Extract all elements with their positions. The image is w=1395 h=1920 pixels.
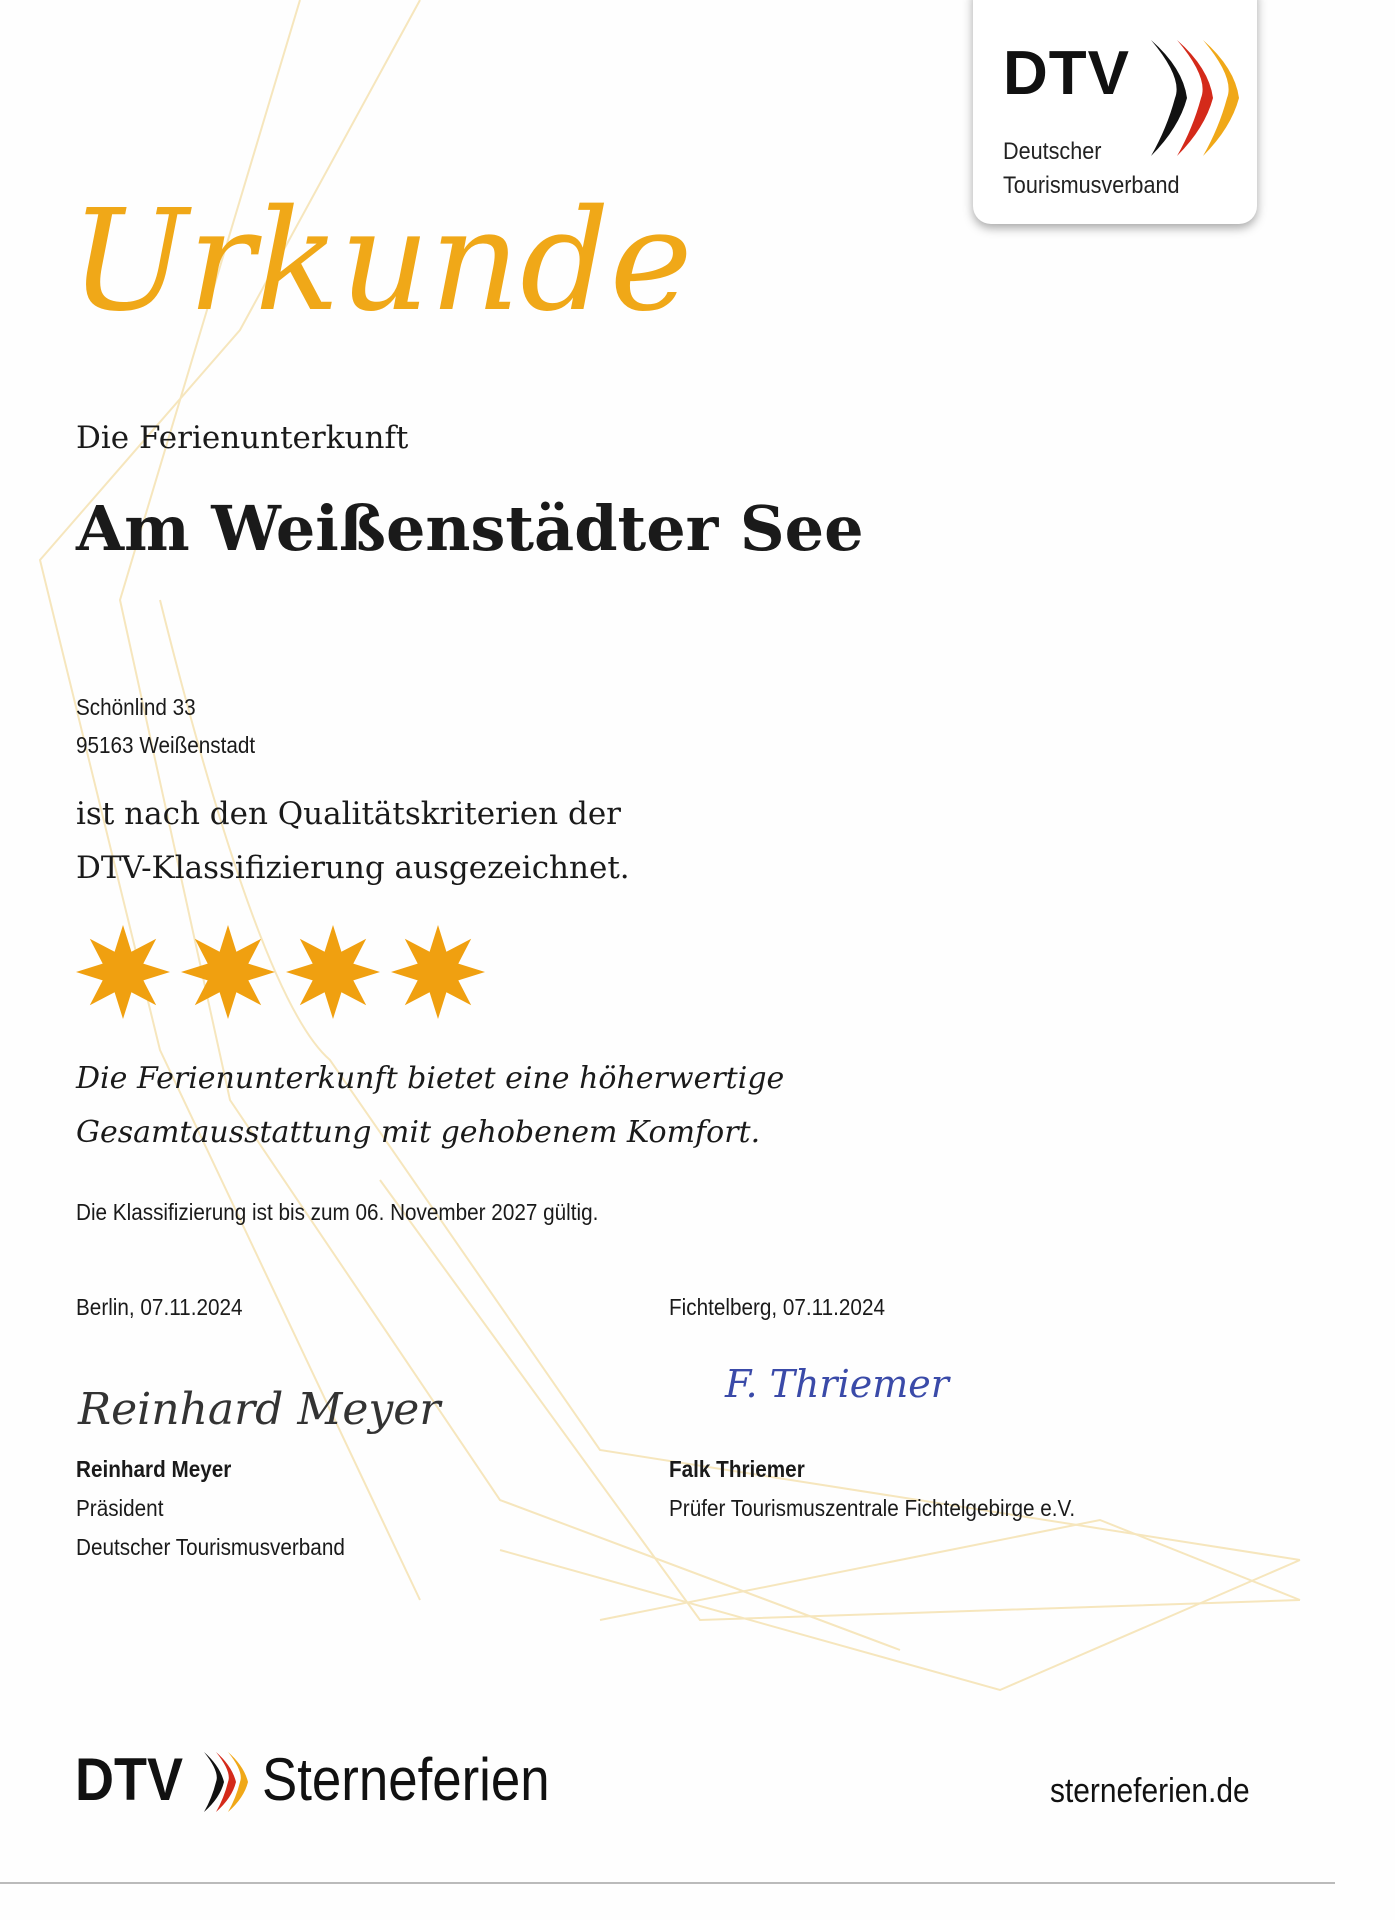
logo-line1: Deutscher <box>1003 138 1102 165</box>
dtv-logo <box>973 0 1257 224</box>
place-date-right: Fichtelberg, 07.11.2024 <box>669 1294 885 1320</box>
star-icon <box>178 922 278 1022</box>
star-icon <box>283 922 383 1022</box>
description-line1: Die Ferienunterkunft bietet eine höherwertige <box>76 1061 785 1096</box>
logo-line2: Tourismusverband <box>1003 172 1180 199</box>
chevrons-icon <box>1143 38 1243 158</box>
signature-meyer: Reinhard Meyer <box>78 1384 441 1435</box>
description-line2: Gesamtausstattung mit gehobenem Komfort. <box>76 1115 761 1150</box>
signature-thriemer: F. Thriemer <box>725 1362 949 1406</box>
star-icon <box>388 922 488 1022</box>
property-name: Am Weißenstädter See <box>76 492 864 565</box>
role-right: Prüfer Tourismuszentrale Fichtelgebirge e.V. <box>669 1495 1076 1521</box>
address-city: 95163 Weißenstadt <box>76 732 256 758</box>
footer-chevrons-icon <box>202 1750 252 1814</box>
intro-text: Die Ferienunterkunft <box>76 420 409 456</box>
role-left: Präsident <box>76 1495 164 1521</box>
logo-abbr: DTV <box>1003 39 1130 108</box>
org-left: Deutscher Tourismusverband <box>76 1534 345 1560</box>
validity-text: Die Klassifizierung ist bis zum 06. November 2027 gültig. <box>76 1199 599 1225</box>
document-title: Urkunde <box>70 180 693 343</box>
footer-brand-name: Sterneferien <box>262 1746 550 1813</box>
name-left: Reinhard Meyer <box>76 1456 232 1482</box>
footer-brand-abbr: DTV <box>75 1746 183 1813</box>
statement-line2: DTV-Klassifizierung ausgezeichnet. <box>76 850 630 886</box>
star-icon <box>73 922 173 1022</box>
place-date-left: Berlin, 07.11.2024 <box>76 1294 243 1320</box>
bottom-divider <box>0 1882 1335 1884</box>
statement-line1: ist nach den Qualitätskriterien der <box>76 796 621 832</box>
name-right: Falk Thriemer <box>669 1456 805 1482</box>
address-street: Schönlind 33 <box>76 694 196 720</box>
footer-website[interactable]: sterneferien.de <box>1050 1772 1250 1810</box>
